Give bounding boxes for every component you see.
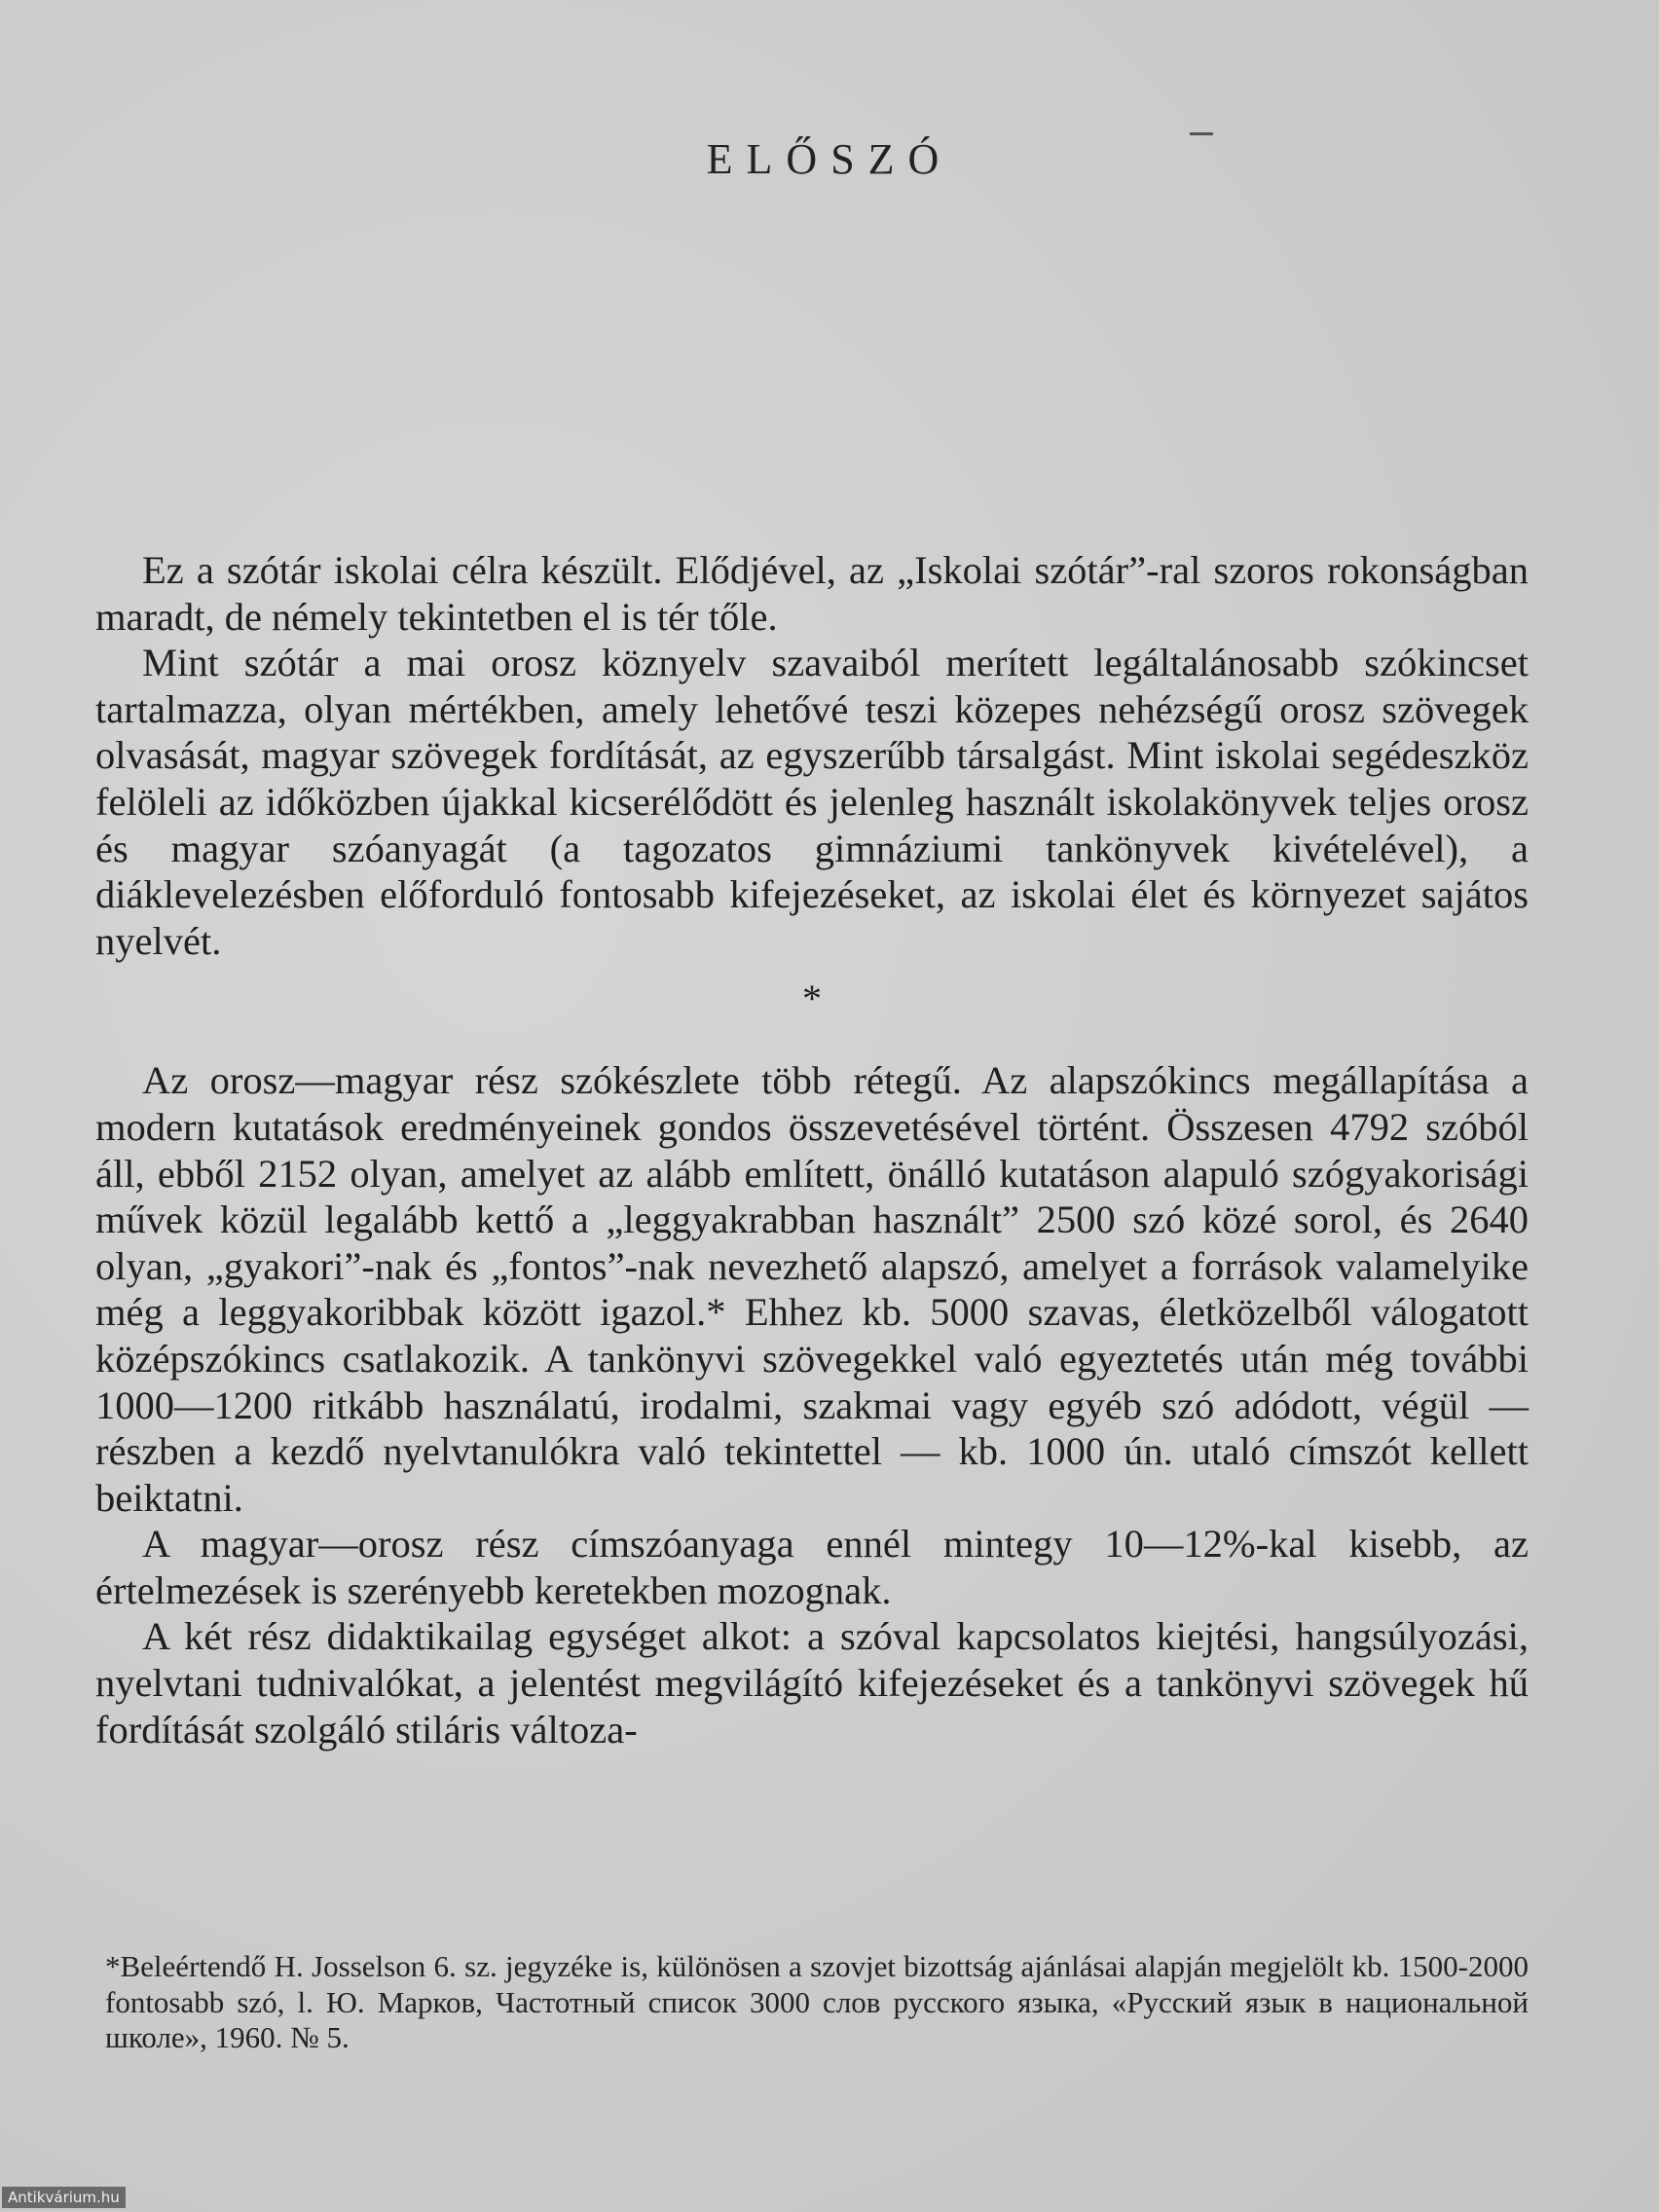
page-title: ELŐSZÓ <box>706 135 953 183</box>
section-separator: * <box>802 977 822 1021</box>
footnote-text: *Beleértendő H. Josselson 6. sz. jegyzéke is, különösen a szovjet bizottság ajánlásai alapján megjelölt kb. 1500-2000 fontosabb szó, l. Ю. Марков, Частотный список 3000 слов русского языка, «Русский язык в национальной школе», 1960. № 5. <box>105 1949 1529 2054</box>
paragraph-4: A magyar—orosz rész címszóanyaga ennél mintegy 10—12%-kal kisebb, az értelmezések is szerényebb keretekben mozognak. <box>95 1522 1529 1612</box>
watermark: Antikvárium.hu <box>2 2187 126 2208</box>
footnote <box>105 1949 1529 2056</box>
paragraph-3: Az orosz—magyar rész szókészlete több rétegű. Az alapszókincs megállapítása a modern kutatások eredményeinek gondos összevetésével történt. Összesen 4792 szóból áll, ebből 2152 olyan, amelyet az alább említett, önálló kutatáson alapuló szógyakorisági művek közül legalább kettő a „leggyakrabban használt” 2500 szó közé sorol, és 2640 olyan, „gyakori”-nak és „fontos”-nak nevezhető alapszó, amelyet a források valamelyike még a leggyakoribbak között igazol.* Ehhez kb. 5000 szavas, életközelből válogatott középszókincs csatlakozik. A tankönyvi szövegekkel való egyeztetés után még további 1000—1200 ritkább használatú, irodalmi, szakmai vagy egyéb szó adódott, végül — részben a kezdő nyelvtanulókra való tekintettel — kb. 1000 ún. utaló címszót kellett beiktatni. <box>95 1058 1529 1520</box>
paragraph-2: Mint szótár a mai orosz köznyelv szavaiból merített legáltalánosabb szókincset tartalmazza, olyan mértékben, amely lehetővé teszi közepes nehézségű orosz szövegek olvasását, magyar szövegek fordítását, az egyszerűbb társalgást. Mint iskolai segédeszköz felöleli az időközben újakkal kicserélődött és jelenleg használt iskolakönyvek teljes orosz és magyar szóanyagát (a tagozatos gimnáziumi tankönyvek kivételével), a diáklevelezésben előforduló fontosabb kifejezéseket, az iskolai élet és környezet sajátos nyelvét. <box>95 641 1529 963</box>
paragraph-5: A két rész didaktikailag egységet alkot: a szóval kapcsolatos kiejtési, hangsúlyozási, nyelvtani tudnivalókat, a jelentést megvilágító kifejezéseket és a tankönyvi szövegek hű fordítását szolgáló stiláris változa- <box>95 1614 1529 1751</box>
paragraph-1: Ez a szótár iskolai célra készült. Elődjével, az „Iskolai szótár”-ral szoros rokonságban maradt, de némely tekintetben el is tér tőle. <box>95 548 1529 639</box>
preface-body <box>95 547 1529 1752</box>
